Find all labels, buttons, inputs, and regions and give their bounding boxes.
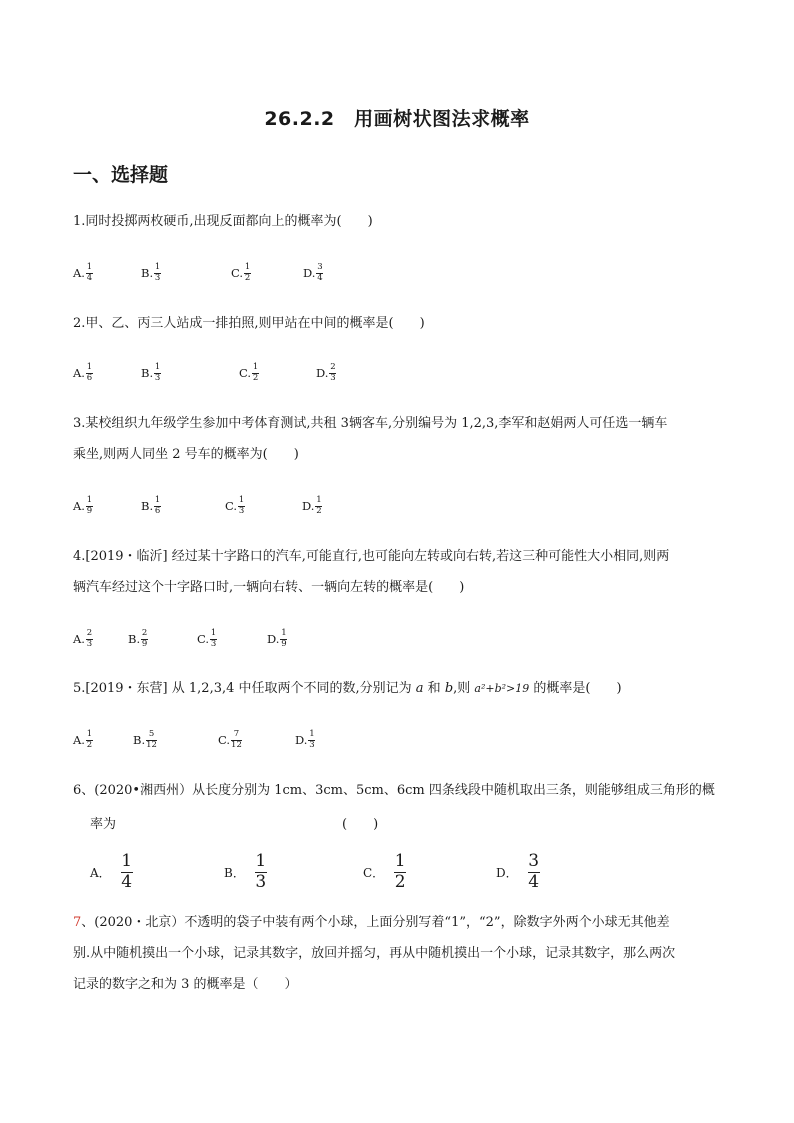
- option-b: B. $\frac{1}{3}$: [141, 362, 161, 383]
- option-c: C. $\frac{1}{2}$: [239, 362, 259, 383]
- option-b: B. $\frac{1}{3}$: [141, 262, 161, 283]
- option-d: D. $\frac{1}{2}$: [302, 495, 322, 516]
- question-3-line-1: 3.某校组织九年级学生参加中考体育测试,共租 3辆客车,分别编号为 1,2,3,李军和赵娟两人可任选一辆车: [73, 416, 668, 431]
- fraction: $\frac{1}{3}$: [238, 495, 245, 516]
- option-c: C． $\frac{1}{2}$: [363, 851, 406, 892]
- option-b: B. $\frac{1}{6}$: [141, 495, 161, 516]
- option-d: D． $\frac{3}{4}$: [496, 851, 540, 892]
- question-5: 5.[2019・东营] 从 1,2,3,4 中任取两个不同的数,分别记为 a 和 b,则 a²+b²>19 的概率是( ): [73, 681, 622, 696]
- inequality: a²+b²>19: [474, 682, 530, 695]
- option-a: A. $\frac{2}{3}$: [73, 628, 93, 649]
- fraction: $\frac{1}{3}$: [309, 729, 315, 750]
- question-7-line-2: 别.从中随机摸出一个小球，记录其数字，放回并摇匀，再从中随机摸出一个小球，记录其数字，那么两次: [73, 946, 676, 961]
- fraction: $\frac{1}{6}$: [154, 495, 161, 516]
- option-d: D. $\frac{1}{9}$: [267, 628, 287, 649]
- question-6-line-2: 率为: [90, 817, 117, 832]
- fraction: $\frac{2}{3}$: [86, 628, 93, 649]
- fraction: $\frac{1}{9}$: [86, 495, 93, 516]
- question-4-line-2: 辆汽车经过这个十字路口时,一辆向右转、一辆向左转的概率是( ): [73, 580, 465, 595]
- option-a: A. $\frac{1}{4}$: [73, 262, 93, 283]
- question-4-line-1: 4.[2019・临沂] 经过某十字路口的汽车,可能直行,也可能向左转或向右转,若这三种可能性大小相同,则两: [73, 549, 670, 564]
- fraction: $\frac{1}{2}$: [394, 851, 406, 892]
- option-a: A. $\frac{1}{9}$: [73, 495, 93, 516]
- fraction: $\frac{1}{3}$: [154, 262, 161, 283]
- fraction: $\frac{3}{4}$: [317, 262, 323, 283]
- fraction: $\frac{1}{2}$: [244, 262, 251, 283]
- option-d: D. $\frac{2}{3}$: [316, 362, 336, 383]
- option-d: D. $\frac{1}{3}$: [295, 729, 315, 750]
- fraction: $\frac{1}{2}$: [252, 362, 259, 383]
- option-d: D. $\frac{3}{4}$: [303, 262, 323, 283]
- fraction: $\frac{3}{4}$: [528, 851, 540, 892]
- fraction: $\frac{1}{3}$: [210, 628, 217, 649]
- answer-blank: ( ): [342, 817, 379, 832]
- option-b: B. $\frac{2}{9}$: [128, 628, 148, 649]
- question-2: 2.甲、乙、丙三人站成一排拍照,则甲站在中间的概率是( ): [73, 316, 425, 331]
- option-c: C. $\frac{1}{3}$: [197, 628, 217, 649]
- fraction: $\frac{1}{9}$: [281, 628, 287, 649]
- option-a: A. $\frac{1}{2}$: [73, 729, 93, 750]
- question-7-line-3: 记录的数字之和为 3 的概率是（ ）: [73, 977, 298, 992]
- section-heading: 一、选择题: [73, 164, 169, 186]
- fraction: $\frac{1}{4}$: [121, 851, 133, 892]
- question-3-line-2: 乘坐,则两人同坐 2 号车的概率为( ): [73, 447, 299, 462]
- fraction: $\frac{2}{9}$: [141, 628, 148, 649]
- question-6-line-1: 6、(2020•湘西州）从长度分别为 1cm、3cm、5cm、6cm 四条线段中随机取出三条，则能够组成三角形的概: [73, 783, 715, 798]
- fraction: $\frac{1}{4}$: [86, 262, 93, 283]
- option-c: C. $\frac{7}{12}$: [218, 729, 242, 750]
- fraction: $\frac{1}{2}$: [86, 729, 93, 750]
- option-b: B． $\frac{1}{3}$: [224, 851, 267, 892]
- question-number: 7: [73, 915, 82, 930]
- option-c: C. $\frac{1}{3}$: [225, 495, 245, 516]
- page-title: 26.2.2 用画树状图法求概率: [264, 108, 530, 130]
- fraction: $\frac{5}{12}$: [146, 729, 157, 750]
- option-a: A. $\frac{1}{6}$: [73, 362, 93, 383]
- option-b: B. $\frac{5}{12}$: [133, 729, 157, 750]
- question-7-line-1: 7、(2020・北京）不透明的袋子中装有两个小球，上面分别写着“1”，“2”，除数字外两个小球无其他差: [73, 915, 670, 930]
- fraction: $\frac{1}{3}$: [255, 851, 267, 892]
- fraction: $\frac{1}{3}$: [154, 362, 161, 383]
- option-c: C. $\frac{1}{2}$: [231, 262, 251, 283]
- fraction: $\frac{1}{2}$: [316, 495, 322, 516]
- option-a: A． $\frac{1}{4}$: [90, 851, 133, 892]
- fraction: $\frac{2}{3}$: [330, 362, 336, 383]
- fraction: $\frac{1}{6}$: [86, 362, 93, 383]
- fraction: $\frac{7}{12}$: [231, 729, 242, 750]
- question-1: 1.同时投掷两枚硬币,出现反面都向上的概率为( ): [73, 214, 373, 229]
